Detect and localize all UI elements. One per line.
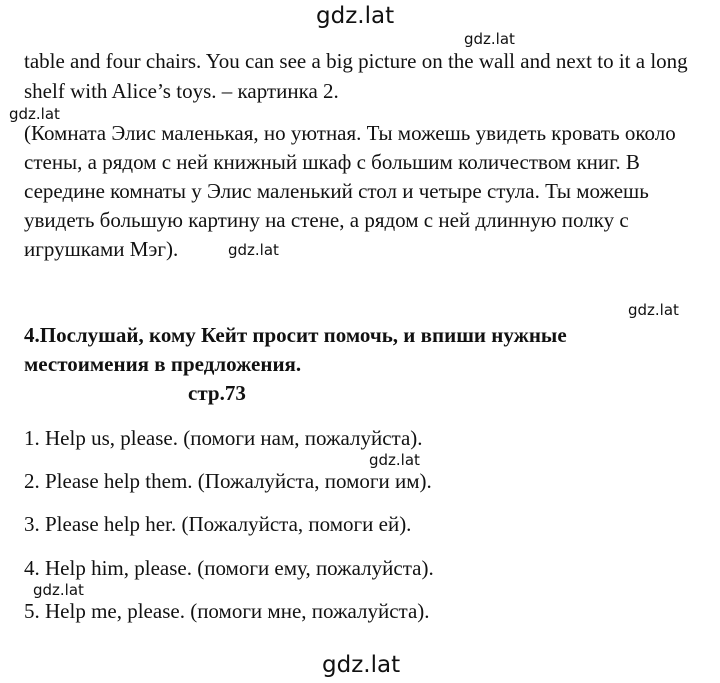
paragraph-ru-line: игрушками Мэг). [24,237,179,261]
paragraph-ru-line: увидеть большую картину на стене, а рядом с ней длинную полку с [24,208,629,232]
watermark-middle: gdz.lat [228,241,279,259]
exercise-title: 4.Послушай, кому Кейт просит помочь, и впиши нужные [24,323,567,347]
watermark-bottom: gdz.lat [322,652,401,678]
paragraph-ru-line: (Комната Элис маленькая, но уютная. Ты можешь увидеть кровать около [24,121,676,145]
paragraph-en-line: shelf with Alice’s toys. – картинка 2. [24,79,339,103]
paragraph-en-line: table and four chairs. You can see a big picture on the wall and next to it a long [24,49,688,73]
answer-item: 2. Please help them. (Пожалуйста, помоги им). [24,469,432,493]
paragraph-ru-line: середине комнаты у Элис маленький стол и четыре стула. Ты можешь [24,179,649,203]
answer-item: 3. Please help her. (Пожалуйста, помоги ей). [24,512,412,536]
exercise-title-continued: местоимения в предложения. [24,352,302,376]
watermark-left: gdz.lat [9,105,60,123]
watermark-right: gdz.lat [628,301,679,319]
watermark-top: gdz.lat [316,3,395,29]
answer-item: 1. Help us, please. (помоги нам, пожалуйста). [24,426,423,450]
watermark-list-left: gdz.lat [33,581,84,599]
page-reference: стр.73 [188,381,246,405]
paragraph-ru-line: стены, а рядом с ней книжный шкаф с большим количеством книг. В [24,150,640,174]
watermark-top-right: gdz.lat [464,30,515,48]
watermark-list-mid: gdz.lat [369,451,420,469]
answer-item: 5. Help me, please. (помоги мне, пожалуйста). [24,599,430,623]
answer-item: 4. Help him, please. (помоги ему, пожалуйста). [24,556,434,580]
